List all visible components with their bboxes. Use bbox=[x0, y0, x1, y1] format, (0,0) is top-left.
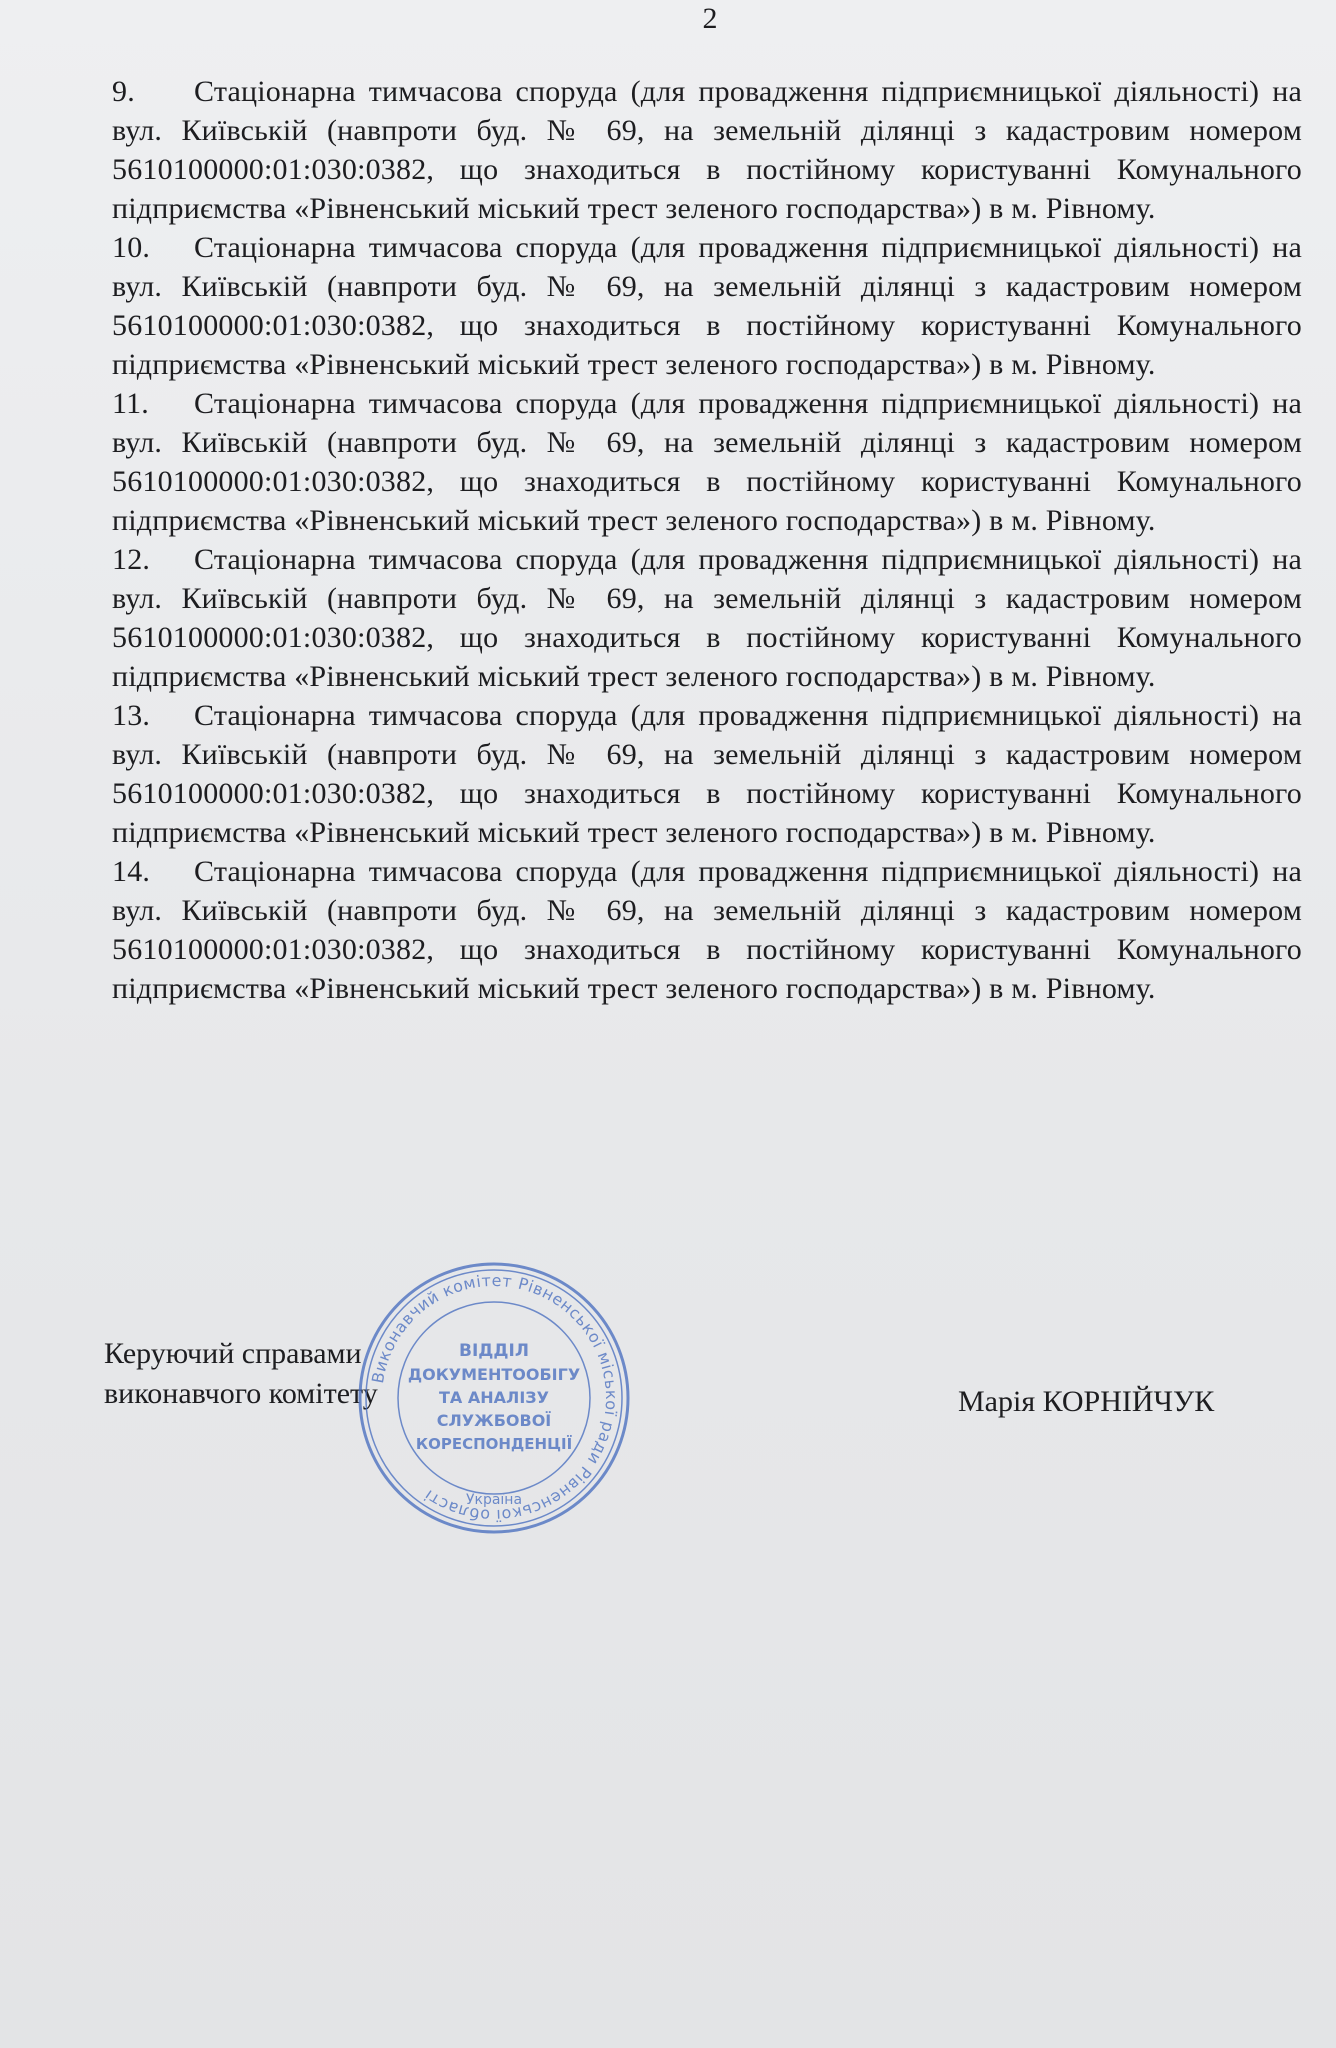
stamp-center-line-5: КОРЕСПОНДЕНЦІЇ bbox=[415, 1435, 573, 1453]
item-text: Стаціонарна тимчасова споруда (для провадження підприємницької діяльності) на вул. Київській (навпроти буд. № 69, на земельній ділянці з кадастровим номером 5610100000:01:030:0382, що знаходиться в постійному користуванні Комунального підприємства «Рівненський міський трест зеленого господарства») в м. Рівному. bbox=[112, 855, 1302, 1005]
stamp-bottom-text: Україна bbox=[465, 1492, 523, 1508]
item-number: 14. bbox=[112, 855, 151, 888]
signer-position-line-1: Керуючий справами bbox=[104, 1337, 362, 1370]
stamp-center-line-1: ВІДДІЛ bbox=[458, 1341, 530, 1361]
item-number: 13. bbox=[112, 699, 151, 732]
stamp-center-line-2: ДОКУМЕНТООБІГУ bbox=[407, 1365, 581, 1384]
official-stamp bbox=[354, 1258, 634, 1538]
item-list bbox=[112, 72, 1302, 1008]
page-number: 2 bbox=[702, 2, 718, 35]
list-item bbox=[112, 540, 1302, 696]
item-text: Стаціонарна тимчасова споруда (для провадження підприємницької діяльності) на вул. Київській (навпроти буд. № 69, на земельній ділянці з кадастровим номером 5610100000:01:030:0382, що знаходиться в постійному користуванні Комунального підприємства «Рівненський міський трест зеленого господарства») в м. Рівному. bbox=[112, 699, 1302, 849]
signer-position-line-2: виконавчого комітету bbox=[104, 1377, 378, 1410]
stamp-center-line-4: СЛУЖБОВОЇ bbox=[436, 1411, 552, 1430]
item-text: Стаціонарна тимчасова споруда (для провадження підприємницької діяльності) на вул. Київській (навпроти буд. № 69, на земельній ділянці з кадастровим номером 5610100000:01:030:0382, що знаходиться в постійному користуванні Комунального підприємства «Рівненський міський трест зеленого господарства») в м. Рівному. bbox=[112, 387, 1302, 537]
stamp-center-line-3: ТА АНАЛІЗУ bbox=[439, 1388, 549, 1407]
stamp-outer-text: Виконавчий комітет Рівненської міської ради Рівненської області bbox=[367, 1270, 622, 1526]
list-item bbox=[112, 852, 1302, 1008]
item-text: Стаціонарна тимчасова споруда (для провадження підприємницької діяльності) на вул. Київській (навпроти буд. № 69, на земельній ділянці з кадастровим номером 5610100000:01:030:0382, що знаходиться в постійному користуванні Комунального підприємства «Рівненський міський трест зеленого господарства») в м. Рівному. bbox=[112, 75, 1302, 225]
list-item bbox=[112, 72, 1302, 228]
item-number: 9. bbox=[112, 75, 135, 108]
item-text: Стаціонарна тимчасова споруда (для провадження підприємницької діяльності) на вул. Київській (навпроти буд. № 69, на земельній ділянці з кадастровим номером 5610100000:01:030:0382, що знаходиться в постійному користуванні Комунального підприємства «Рівненський міський трест зеленого господарства») в м. Рівному. bbox=[112, 231, 1302, 381]
list-item bbox=[112, 696, 1302, 852]
item-number: 11. bbox=[112, 387, 149, 420]
signer-name: Марія КОРНІЙЧУК bbox=[958, 1385, 1215, 1418]
item-number: 10. bbox=[112, 231, 151, 264]
list-item bbox=[112, 384, 1302, 540]
item-number: 12. bbox=[112, 543, 151, 576]
signer-position bbox=[104, 1334, 378, 1414]
list-item bbox=[112, 228, 1302, 384]
item-text: Стаціонарна тимчасова споруда (для провадження підприємницької діяльності) на вул. Київській (навпроти буд. № 69, на земельній ділянці з кадастровим номером 5610100000:01:030:0382, що знаходиться в постійному користуванні Комунального підприємства «Рівненський міський трест зеленого господарства») в м. Рівному. bbox=[112, 543, 1302, 693]
